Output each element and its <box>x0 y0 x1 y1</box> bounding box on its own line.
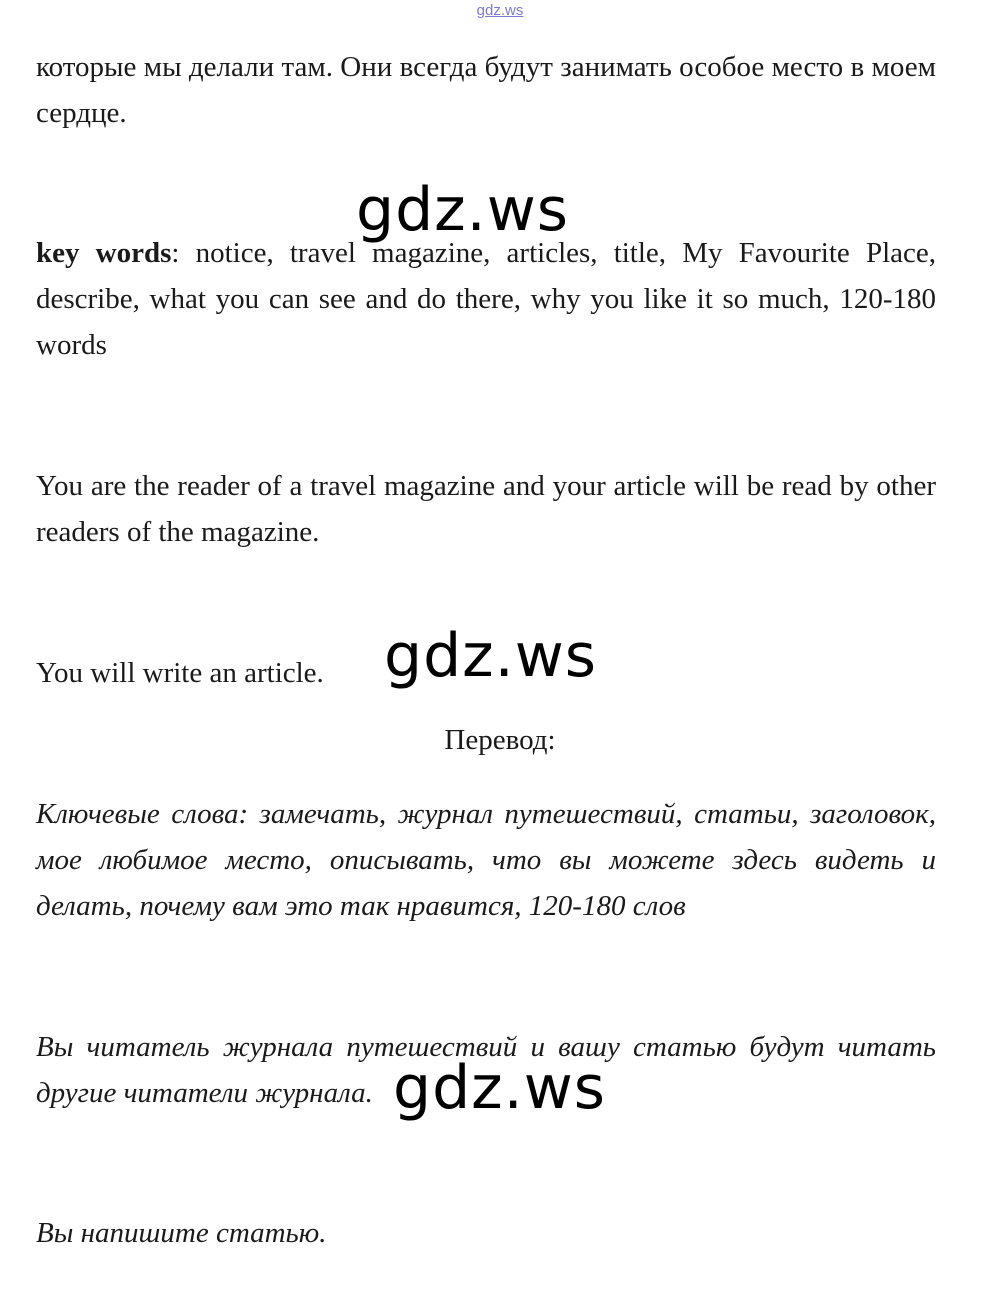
paragraph-intro-end: которые мы делали там. Они всегда будут занимать особое место в моем сердце. <box>36 51 936 129</box>
key-words-label: key words <box>36 237 172 269</box>
paragraph-key-words <box>36 230 936 368</box>
key-words-text: : notice, travel magazine, articles, title, My Favourite Place, describe, what you can see and do there, why you like it so much, 120-180 words <box>36 237 936 361</box>
watermark-logo: gdz.ws <box>356 175 570 245</box>
paragraph-reader-context: You are the reader of a travel magazine and your article will be read by other readers of the magazine. <box>36 470 936 548</box>
translation-heading: Перевод: <box>444 724 556 756</box>
watermark-logo: gdz.ws <box>393 1053 607 1123</box>
paragraph-translation-key-words: Ключевые слова: замечать, журнал путешествий, статьи, заголовок, мое любимое место, описывать, что вы можете здесь видеть и делать, почему вам это так нравится, 120-180 слов <box>36 798 936 922</box>
paragraph-translation-reader: Вы читатель журнала путешествий и вашу статью будут читать другие читатели журнала. <box>36 1031 936 1109</box>
paragraph-task: You will write an article. <box>36 657 324 689</box>
site-link[interactable]: gdz.ws <box>476 2 524 19</box>
watermark-logo: gdz.ws <box>384 621 598 691</box>
paragraph-translation-task: Вы напишите статью. <box>36 1217 327 1249</box>
